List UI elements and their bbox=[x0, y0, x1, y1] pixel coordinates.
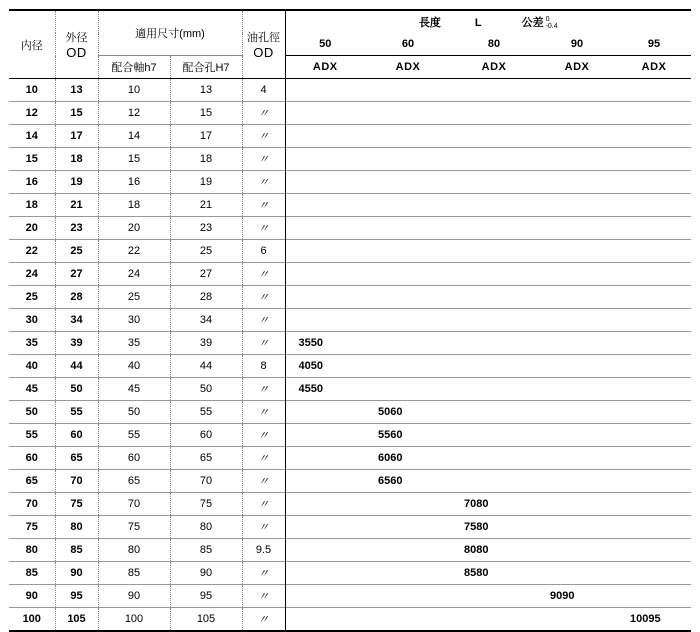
oil-hole-cell: 〃 bbox=[242, 378, 285, 401]
model-code-cell bbox=[451, 608, 537, 632]
oil-hole-cell: 〃 bbox=[242, 171, 285, 194]
outer-dia-od-label: OD bbox=[66, 45, 87, 60]
model-code-cell bbox=[451, 171, 537, 194]
table-row bbox=[9, 148, 691, 171]
outer-dia-cell: 90 bbox=[55, 562, 98, 585]
spec-table bbox=[9, 9, 691, 632]
model-code-cell bbox=[365, 148, 451, 171]
outer-dia-cell: 70 bbox=[55, 470, 98, 493]
inner-dia-cell: 50 bbox=[9, 401, 55, 424]
model-code-cell bbox=[537, 217, 617, 240]
model-code-cell bbox=[451, 240, 537, 263]
model-code-cell bbox=[365, 562, 451, 585]
outer-dia-cell: 75 bbox=[55, 493, 98, 516]
outer-dia-label: 外径 bbox=[65, 32, 88, 44]
table-body bbox=[9, 79, 691, 632]
header-row-3 bbox=[9, 56, 691, 79]
oil-hole-cell: 4 bbox=[242, 79, 285, 102]
oil-hole-cell: 〃 bbox=[242, 608, 285, 632]
oil-hole-label: 油孔徑 bbox=[247, 32, 280, 44]
header-row-1 bbox=[9, 10, 691, 33]
oil-hole-cell: 〃 bbox=[242, 424, 285, 447]
shaft-fit-cell: 80 bbox=[98, 539, 170, 562]
model-code-cell bbox=[365, 493, 451, 516]
model-code-cell bbox=[285, 539, 365, 562]
hole-fit-cell: 44 bbox=[170, 355, 242, 378]
model-code-cell bbox=[537, 286, 617, 309]
series-60-header: ADX bbox=[365, 56, 451, 79]
table-row bbox=[9, 562, 691, 585]
model-code-cell bbox=[285, 401, 365, 424]
model-code-cell bbox=[617, 585, 691, 608]
inner-dia-cell: 20 bbox=[9, 217, 55, 240]
oil-hole-cell: 6 bbox=[242, 240, 285, 263]
model-code-cell bbox=[537, 171, 617, 194]
model-code-cell bbox=[285, 171, 365, 194]
inner-dia-cell: 100 bbox=[9, 608, 55, 632]
table-row bbox=[9, 470, 691, 493]
inner-dia-cell: 10 bbox=[9, 79, 55, 102]
hole-fit-cell: 65 bbox=[170, 447, 242, 470]
inner-dia-cell: 15 bbox=[9, 148, 55, 171]
shaft-fit-cell: 90 bbox=[98, 585, 170, 608]
table-row bbox=[9, 332, 691, 355]
length-60-header: 60 bbox=[401, 38, 415, 50]
model-code-cell bbox=[617, 102, 691, 125]
table-row bbox=[9, 608, 691, 632]
model-code-cell: 6060 bbox=[365, 447, 451, 470]
tolerance-lower: -0.4 bbox=[545, 23, 558, 31]
model-code-cell bbox=[365, 171, 451, 194]
shaft-fit-cell: 40 bbox=[98, 355, 170, 378]
outer-dia-cell: 85 bbox=[55, 539, 98, 562]
model-code-cell bbox=[451, 332, 537, 355]
outer-dia-cell: 34 bbox=[55, 309, 98, 332]
model-code-cell bbox=[617, 562, 691, 585]
model-code-cell bbox=[365, 125, 451, 148]
model-code-cell bbox=[285, 608, 365, 632]
outer-dia-cell: 15 bbox=[55, 102, 98, 125]
table-row bbox=[9, 424, 691, 447]
model-code-cell bbox=[285, 562, 365, 585]
model-code-cell bbox=[285, 516, 365, 539]
hole-fit-cell: 23 bbox=[170, 217, 242, 240]
model-code-cell: 9090 bbox=[537, 585, 617, 608]
oil-hole-cell: 〃 bbox=[242, 447, 285, 470]
table-row bbox=[9, 493, 691, 516]
inner-dia-cell: 70 bbox=[9, 493, 55, 516]
table-row bbox=[9, 102, 691, 125]
shaft-fit-cell: 24 bbox=[98, 263, 170, 286]
shaft-fit-cell: 55 bbox=[98, 424, 170, 447]
hole-fit-cell: 34 bbox=[170, 309, 242, 332]
model-code-cell: 10095 bbox=[617, 608, 691, 632]
hole-fit-cell: 60 bbox=[170, 424, 242, 447]
model-code-cell bbox=[537, 102, 617, 125]
hole-fit-cell: 105 bbox=[170, 608, 242, 632]
shaft-fit-cell: 30 bbox=[98, 309, 170, 332]
model-code-cell bbox=[617, 470, 691, 493]
model-code-cell bbox=[537, 240, 617, 263]
table-row bbox=[9, 355, 691, 378]
table-row bbox=[9, 516, 691, 539]
model-code-cell bbox=[617, 309, 691, 332]
model-code-cell bbox=[617, 493, 691, 516]
oil-hole-cell: 〃 bbox=[242, 309, 285, 332]
model-code-cell bbox=[537, 148, 617, 171]
model-code-cell bbox=[451, 79, 537, 102]
model-code-cell bbox=[365, 608, 451, 632]
hole-fit-cell: 25 bbox=[170, 240, 242, 263]
outer-dia-cell: 17 bbox=[55, 125, 98, 148]
hole-fit-cell: 27 bbox=[170, 263, 242, 286]
outer-dia-cell: 39 bbox=[55, 332, 98, 355]
series-90-header: ADX bbox=[537, 56, 617, 79]
oil-hole-cell: 〃 bbox=[242, 493, 285, 516]
model-code-cell bbox=[617, 355, 691, 378]
hole-fit-cell: 50 bbox=[170, 378, 242, 401]
hole-fit-cell: 15 bbox=[170, 102, 242, 125]
model-code-cell bbox=[365, 240, 451, 263]
model-code-cell bbox=[617, 79, 691, 102]
oil-hole-cell: 〃 bbox=[242, 286, 285, 309]
model-code-cell: 8080 bbox=[451, 539, 537, 562]
model-code-cell bbox=[537, 125, 617, 148]
model-code-cell bbox=[365, 355, 451, 378]
model-code-cell bbox=[617, 263, 691, 286]
model-code-cell bbox=[285, 447, 365, 470]
model-code-cell bbox=[285, 194, 365, 217]
inner-dia-cell: 18 bbox=[9, 194, 55, 217]
model-code-cell bbox=[285, 148, 365, 171]
table-row bbox=[9, 125, 691, 148]
model-code-cell bbox=[365, 286, 451, 309]
model-code-cell bbox=[451, 447, 537, 470]
oil-hole-cell: 〃 bbox=[242, 516, 285, 539]
hole-fit-cell: 70 bbox=[170, 470, 242, 493]
tolerance-label: 公差 bbox=[521, 16, 544, 29]
model-code-cell bbox=[617, 148, 691, 171]
hole-fit-cell: 28 bbox=[170, 286, 242, 309]
oil-hole-cell: 〃 bbox=[242, 148, 285, 171]
shaft-fit-cell: 12 bbox=[98, 102, 170, 125]
model-code-cell bbox=[617, 447, 691, 470]
model-code-cell bbox=[285, 470, 365, 493]
model-code-cell bbox=[451, 424, 537, 447]
series-95-header: ADX bbox=[617, 56, 691, 79]
shaft-fit-cell: 22 bbox=[98, 240, 170, 263]
shaft-fit-cell: 60 bbox=[98, 447, 170, 470]
table-row bbox=[9, 585, 691, 608]
length-50-header: 50 bbox=[319, 38, 332, 50]
model-code-cell bbox=[285, 125, 365, 148]
model-code-cell: 6560 bbox=[365, 470, 451, 493]
shaft-fit-cell: 14 bbox=[98, 125, 170, 148]
model-code-cell bbox=[365, 194, 451, 217]
model-code-cell: 7080 bbox=[451, 493, 537, 516]
model-code-cell: 5060 bbox=[365, 401, 451, 424]
model-code-cell bbox=[365, 263, 451, 286]
outer-dia-cell: 28 bbox=[55, 286, 98, 309]
shaft-fit-cell: 25 bbox=[98, 286, 170, 309]
model-code-cell bbox=[537, 263, 617, 286]
inner-dia-cell: 16 bbox=[9, 171, 55, 194]
oil-hole-cell: 〃 bbox=[242, 217, 285, 240]
outer-dia-cell: 19 bbox=[55, 171, 98, 194]
model-code-cell bbox=[537, 309, 617, 332]
table-row bbox=[9, 79, 691, 102]
model-code-cell bbox=[285, 102, 365, 125]
table-row bbox=[9, 401, 691, 424]
inner-dia-cell: 30 bbox=[9, 309, 55, 332]
length-header bbox=[285, 10, 691, 33]
oil-hole-header bbox=[242, 10, 285, 79]
model-code-cell bbox=[285, 217, 365, 240]
table-row bbox=[9, 194, 691, 217]
model-code-cell bbox=[451, 470, 537, 493]
outer-dia-cell: 27 bbox=[55, 263, 98, 286]
oil-hole-cell: 〃 bbox=[242, 401, 285, 424]
shaft-fit-cell: 10 bbox=[98, 79, 170, 102]
model-code-cell bbox=[617, 332, 691, 355]
model-code-cell bbox=[285, 286, 365, 309]
model-code-cell bbox=[537, 194, 617, 217]
hole-fit-cell: 75 bbox=[170, 493, 242, 516]
inner-dia-cell: 25 bbox=[9, 286, 55, 309]
inner-dia-cell: 75 bbox=[9, 516, 55, 539]
model-code-cell bbox=[365, 102, 451, 125]
model-code-cell bbox=[537, 332, 617, 355]
inner-dia-cell: 80 bbox=[9, 539, 55, 562]
model-code-cell bbox=[451, 309, 537, 332]
hole-fit-cell: 85 bbox=[170, 539, 242, 562]
table-row bbox=[9, 309, 691, 332]
table-row bbox=[9, 286, 691, 309]
hole-fit-cell: 55 bbox=[170, 401, 242, 424]
oil-hole-cell: 8 bbox=[242, 355, 285, 378]
model-code-cell bbox=[451, 125, 537, 148]
outer-dia-cell: 55 bbox=[55, 401, 98, 424]
model-code-cell bbox=[617, 171, 691, 194]
length-80-header: 80 bbox=[487, 38, 501, 50]
model-code-cell bbox=[617, 125, 691, 148]
model-code-cell bbox=[365, 516, 451, 539]
model-code-cell bbox=[537, 539, 617, 562]
model-code-cell bbox=[365, 309, 451, 332]
inner-dia-cell: 14 bbox=[9, 125, 55, 148]
outer-dia-cell: 60 bbox=[55, 424, 98, 447]
model-code-cell bbox=[537, 79, 617, 102]
model-code-cell bbox=[537, 608, 617, 632]
shaft-fit-cell: 100 bbox=[98, 608, 170, 632]
model-code-cell bbox=[451, 355, 537, 378]
oil-hole-cell: 〃 bbox=[242, 194, 285, 217]
outer-dia-cell: 65 bbox=[55, 447, 98, 470]
hole-fit-cell: 18 bbox=[170, 148, 242, 171]
table-row bbox=[9, 539, 691, 562]
model-code-cell bbox=[617, 217, 691, 240]
model-code-cell: 3550 bbox=[285, 332, 365, 355]
shaft-fit-header: 配合軸h7 bbox=[98, 56, 170, 79]
oil-hole-od-label: OD bbox=[253, 45, 274, 60]
model-code-cell bbox=[617, 286, 691, 309]
shaft-fit-cell: 35 bbox=[98, 332, 170, 355]
series-50-header: ADX bbox=[285, 56, 365, 79]
hole-fit-cell: 80 bbox=[170, 516, 242, 539]
model-code-cell bbox=[285, 585, 365, 608]
inner-dia-cell: 12 bbox=[9, 102, 55, 125]
model-code-cell bbox=[617, 539, 691, 562]
model-code-cell bbox=[451, 286, 537, 309]
outer-dia-cell: 23 bbox=[55, 217, 98, 240]
inner-dia-cell: 24 bbox=[9, 263, 55, 286]
inner-dia-header: 内径 bbox=[9, 10, 55, 79]
model-code-cell bbox=[285, 79, 365, 102]
outer-dia-cell: 25 bbox=[55, 240, 98, 263]
model-code-cell bbox=[537, 424, 617, 447]
model-code-cell bbox=[537, 562, 617, 585]
model-code-cell bbox=[285, 424, 365, 447]
oil-hole-cell: 9.5 bbox=[242, 539, 285, 562]
shaft-fit-cell: 50 bbox=[98, 401, 170, 424]
model-code-cell bbox=[537, 447, 617, 470]
model-code-cell bbox=[617, 401, 691, 424]
model-code-cell bbox=[451, 263, 537, 286]
model-code-cell: 7580 bbox=[451, 516, 537, 539]
length-symbol: L bbox=[474, 16, 482, 29]
hole-fit-cell: 21 bbox=[170, 194, 242, 217]
hole-fit-cell: 17 bbox=[170, 125, 242, 148]
outer-dia-cell: 13 bbox=[55, 79, 98, 102]
model-code-cell bbox=[365, 585, 451, 608]
outer-dia-cell: 80 bbox=[55, 516, 98, 539]
table-row bbox=[9, 217, 691, 240]
model-code-cell bbox=[285, 263, 365, 286]
model-code-cell bbox=[285, 240, 365, 263]
outer-dia-cell: 50 bbox=[55, 378, 98, 401]
inner-dia-cell: 35 bbox=[9, 332, 55, 355]
inner-dia-cell: 90 bbox=[9, 585, 55, 608]
table-row bbox=[9, 240, 691, 263]
model-code-cell bbox=[285, 493, 365, 516]
table-row bbox=[9, 378, 691, 401]
shaft-fit-cell: 85 bbox=[98, 562, 170, 585]
oil-hole-cell: 〃 bbox=[242, 125, 285, 148]
model-code-cell bbox=[365, 217, 451, 240]
shaft-fit-cell: 18 bbox=[98, 194, 170, 217]
inner-dia-cell: 22 bbox=[9, 240, 55, 263]
table-row bbox=[9, 447, 691, 470]
inner-dia-cell: 55 bbox=[9, 424, 55, 447]
hole-fit-cell: 39 bbox=[170, 332, 242, 355]
oil-hole-cell: 〃 bbox=[242, 102, 285, 125]
oil-hole-cell: 〃 bbox=[242, 562, 285, 585]
hole-fit-header: 配合孔H7 bbox=[170, 56, 242, 79]
model-code-cell bbox=[451, 378, 537, 401]
hole-fit-cell: 19 bbox=[170, 171, 242, 194]
outer-dia-cell: 21 bbox=[55, 194, 98, 217]
hole-fit-cell: 13 bbox=[170, 79, 242, 102]
model-code-cell bbox=[451, 194, 537, 217]
shaft-fit-cell: 75 bbox=[98, 516, 170, 539]
model-code-cell bbox=[617, 516, 691, 539]
length-label: 長度 bbox=[418, 16, 441, 29]
model-code-cell bbox=[365, 332, 451, 355]
model-code-cell bbox=[451, 585, 537, 608]
series-80-header: ADX bbox=[451, 56, 537, 79]
model-code-cell bbox=[365, 539, 451, 562]
outer-dia-header bbox=[55, 10, 98, 79]
model-code-cell: 5560 bbox=[365, 424, 451, 447]
inner-dia-cell: 60 bbox=[9, 447, 55, 470]
model-code-cell bbox=[537, 470, 617, 493]
model-code-cell bbox=[451, 401, 537, 424]
table-row bbox=[9, 263, 691, 286]
oil-hole-cell: 〃 bbox=[242, 470, 285, 493]
shaft-fit-cell: 16 bbox=[98, 171, 170, 194]
model-code-cell bbox=[617, 424, 691, 447]
oil-hole-cell: 〃 bbox=[242, 585, 285, 608]
inner-dia-cell: 45 bbox=[9, 378, 55, 401]
oil-hole-cell: 〃 bbox=[242, 263, 285, 286]
model-code-cell bbox=[451, 217, 537, 240]
model-code-cell bbox=[617, 194, 691, 217]
applicable-size-header: 適用尺寸(mm) bbox=[98, 10, 242, 56]
model-code-cell bbox=[537, 493, 617, 516]
shaft-fit-cell: 20 bbox=[98, 217, 170, 240]
model-code-cell bbox=[451, 102, 537, 125]
outer-dia-cell: 44 bbox=[55, 355, 98, 378]
outer-dia-cell: 105 bbox=[55, 608, 98, 632]
model-code-cell bbox=[537, 516, 617, 539]
hole-fit-cell: 95 bbox=[170, 585, 242, 608]
table-row bbox=[9, 171, 691, 194]
model-code-cell bbox=[537, 378, 617, 401]
shaft-fit-cell: 45 bbox=[98, 378, 170, 401]
shaft-fit-cell: 65 bbox=[98, 470, 170, 493]
model-code-cell: 4050 bbox=[285, 355, 365, 378]
model-code-cell bbox=[537, 401, 617, 424]
model-code-cell bbox=[537, 355, 617, 378]
length-90-header: 90 bbox=[570, 38, 584, 50]
outer-dia-cell: 18 bbox=[55, 148, 98, 171]
model-code-cell bbox=[365, 79, 451, 102]
inner-dia-cell: 65 bbox=[9, 470, 55, 493]
model-code-cell: 4550 bbox=[285, 378, 365, 401]
inner-dia-cell: 85 bbox=[9, 562, 55, 585]
oil-hole-cell: 〃 bbox=[242, 332, 285, 355]
hole-fit-cell: 90 bbox=[170, 562, 242, 585]
model-code-cell bbox=[365, 378, 451, 401]
outer-dia-cell: 95 bbox=[55, 585, 98, 608]
tolerance-upper: 0 bbox=[545, 16, 550, 24]
length-95-header: 95 bbox=[647, 38, 661, 50]
shaft-fit-cell: 15 bbox=[98, 148, 170, 171]
model-code-cell: 8580 bbox=[451, 562, 537, 585]
model-code-cell bbox=[451, 148, 537, 171]
inner-dia-cell: 40 bbox=[9, 355, 55, 378]
model-code-cell bbox=[617, 378, 691, 401]
tolerance-value bbox=[546, 16, 558, 30]
shaft-fit-cell: 70 bbox=[98, 493, 170, 516]
model-code-cell bbox=[285, 309, 365, 332]
model-code-cell bbox=[617, 240, 691, 263]
